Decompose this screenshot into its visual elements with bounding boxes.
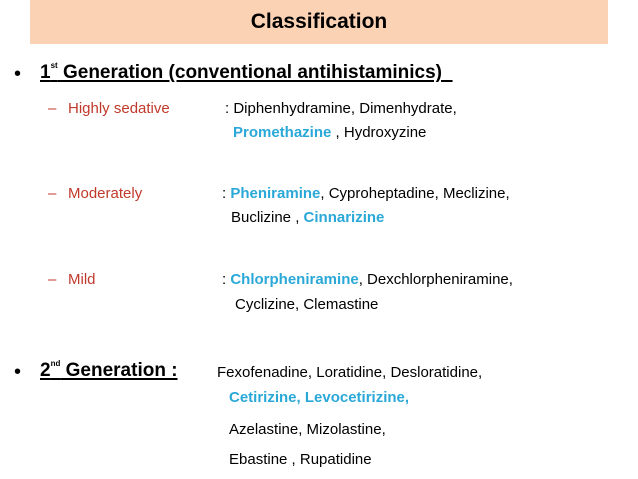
drug-text: , Cyproheptadine, Meclizine, [320,185,510,202]
drug-text: , Dexchlorpheniramine, [358,271,513,288]
page-title: Classification [250,10,388,33]
group-line1 [225,100,457,117]
drug-text-highlight: Cinnarizine [303,209,385,226]
bullet-dot: • [14,63,22,85]
group-line2 [231,209,384,226]
second-generation-heading [40,360,178,382]
group-label: Highly sedative [68,100,170,117]
heading-text: Generation (conventional antihistaminics) [57,62,442,83]
ordinal-number: 2 [40,360,51,381]
drug-text: Azelastine, Mizolastine, [229,421,386,438]
group-label: Moderately [68,185,143,202]
drug-text-highlight: Chlorpheniramine [230,271,359,288]
drug-text-highlight: Cetirizine, Levocetirizine, [229,389,410,406]
second-gen-line1 [217,364,482,381]
second-gen-line4 [229,451,372,468]
first-generation-heading [40,62,453,84]
group-line2 [233,124,426,141]
drug-text: Fexofenadine, Loratidine, Desloratidine, [217,364,483,381]
ordinal-suffix: nd [50,359,61,368]
group-line1 [222,271,513,288]
drug-text-highlight: Pheniramine [230,185,321,202]
ordinal-suffix: st [50,61,58,70]
title-bar [30,0,608,44]
drug-text: : [222,271,231,288]
bullet-dot: • [14,361,22,383]
dash-marker: – [48,185,57,202]
group-label: Mild [68,271,96,288]
ordinal-number: 1 [40,62,51,83]
drug-text: Ebastine , Rupatidine [229,451,372,468]
dash-marker: – [48,271,57,288]
heading-text: Generation : [60,360,178,381]
drug-text: : Diphenhydramine, Dimenhydrate, [225,100,457,117]
group-line2 [235,296,378,313]
drug-text: Buclizine , [231,209,304,226]
group-line1 [222,185,510,202]
drug-text: : [222,185,231,202]
drug-text: Cyclizine, Clemastine [235,296,379,313]
second-gen-line3 [229,421,386,438]
drug-text: , Hydroxyzine [331,124,427,141]
drug-text-highlight: Promethazine [233,124,332,141]
second-gen-line2 [229,389,409,406]
dash-marker: – [48,100,57,117]
